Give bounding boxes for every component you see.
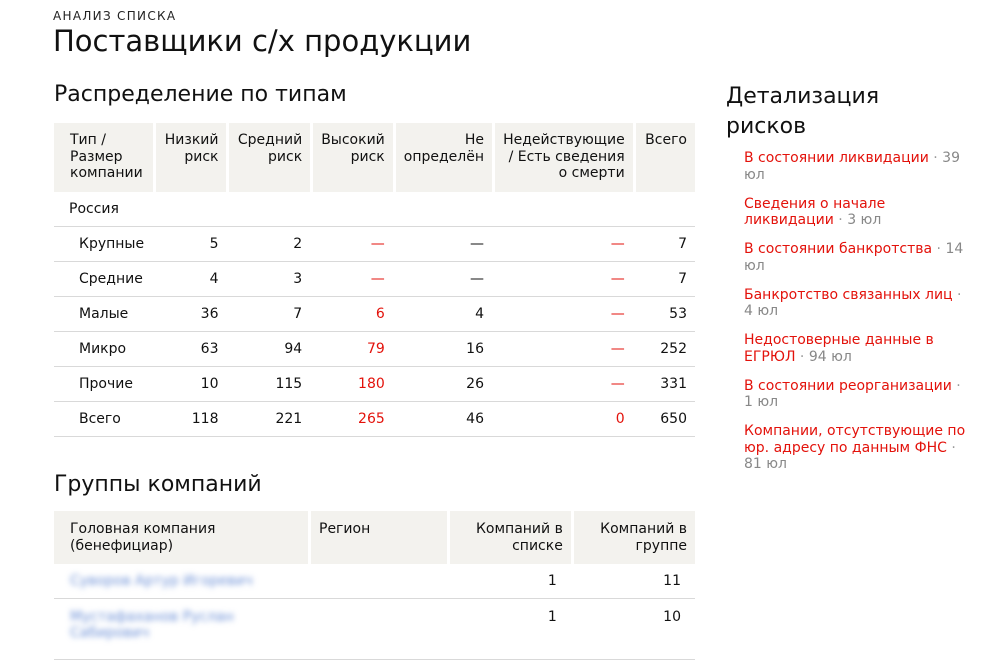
table-row[interactable] bbox=[54, 332, 695, 367]
risk-count: 1 юл bbox=[744, 394, 779, 410]
total-cell[interactable]: 331 bbox=[633, 367, 695, 402]
inactive-cell[interactable]: — bbox=[492, 367, 633, 402]
low-cell[interactable]: 36 bbox=[153, 297, 226, 332]
mid-cell[interactable]: 221 bbox=[226, 402, 310, 437]
risk-count: 14 юл bbox=[744, 241, 964, 274]
undefined-cell[interactable]: — bbox=[393, 227, 492, 262]
row-label: Крупные bbox=[54, 227, 153, 262]
groups-table bbox=[54, 511, 695, 660]
risk-link[interactable]: Сведения о начале ликвидации bbox=[744, 195, 886, 228]
total-cell[interactable]: 7 bbox=[633, 262, 695, 297]
separator: · bbox=[946, 439, 956, 456]
col-in-list-header: Компаний в списке bbox=[447, 511, 571, 564]
inactive-cell[interactable]: 0 bbox=[492, 402, 633, 437]
table-row[interactable] bbox=[54, 297, 695, 332]
table-row bbox=[54, 564, 695, 599]
risk-link[interactable]: Недостоверные данные в ЕГРЮЛ bbox=[744, 332, 934, 365]
in-list-cell: 1 bbox=[447, 564, 571, 599]
high-cell[interactable]: 265 bbox=[310, 402, 393, 437]
table-row[interactable] bbox=[54, 402, 695, 437]
mid-cell[interactable]: 115 bbox=[226, 367, 310, 402]
table-row[interactable] bbox=[54, 367, 695, 402]
mid-cell[interactable]: 3 bbox=[226, 262, 310, 297]
high-cell[interactable]: — bbox=[310, 227, 393, 262]
risk-count: 94 юл bbox=[808, 348, 852, 365]
row-label: Всего bbox=[54, 402, 153, 437]
high-cell[interactable]: 79 bbox=[310, 332, 393, 367]
separator: · bbox=[952, 286, 962, 303]
inactive-cell[interactable]: — bbox=[492, 262, 633, 297]
list-item bbox=[744, 150, 966, 183]
row-label: Средние bbox=[54, 262, 153, 297]
col-high-header: Высокий риск bbox=[310, 123, 393, 192]
head-company-name[interactable]: Мустафаханов Руслан Сабирович bbox=[70, 609, 234, 641]
high-cell[interactable]: 180 bbox=[310, 367, 393, 402]
table-row[interactable] bbox=[54, 227, 695, 262]
in-group-cell: 11 bbox=[571, 564, 695, 599]
undefined-cell[interactable]: 4 bbox=[393, 297, 492, 332]
risk-count: 81 юл bbox=[744, 456, 787, 472]
separator: · bbox=[951, 377, 961, 394]
inactive-cell[interactable]: — bbox=[492, 332, 633, 367]
col-inactive-header: Недействующие / Есть сведения о смерти bbox=[492, 123, 633, 192]
total-cell[interactable]: 650 bbox=[633, 402, 695, 437]
mid-cell[interactable]: 2 bbox=[226, 227, 310, 262]
row-label: Микро bbox=[54, 332, 153, 367]
separator: · bbox=[928, 150, 943, 166]
col-total-header: Всего bbox=[633, 123, 695, 192]
row-label: Малые bbox=[54, 297, 153, 332]
page-title: Поставщики с/х продукции bbox=[53, 24, 472, 58]
undefined-cell[interactable]: 26 bbox=[393, 367, 492, 402]
col-region-header: Регион bbox=[308, 511, 447, 564]
col-head-company-header: Головная компания (бенефициар) bbox=[54, 511, 308, 564]
head-company-name[interactable]: Суворов Артур Игоревич bbox=[70, 573, 253, 589]
table-header-row bbox=[54, 123, 695, 192]
list-item bbox=[744, 196, 966, 229]
col-undefined-header: Не определён bbox=[393, 123, 492, 192]
distribution-table bbox=[54, 123, 695, 437]
high-cell[interactable]: 6 bbox=[310, 297, 393, 332]
groups-title: Группы компаний bbox=[54, 472, 262, 497]
undefined-cell[interactable]: 16 bbox=[393, 332, 492, 367]
risk-count: 39 юл bbox=[744, 150, 960, 183]
total-cell[interactable]: 252 bbox=[633, 332, 695, 367]
separator: · bbox=[932, 241, 946, 257]
main-content bbox=[54, 82, 696, 641]
list-item bbox=[744, 332, 966, 365]
col-low-header: Низкий риск bbox=[153, 123, 226, 192]
head-company-link[interactable] bbox=[54, 564, 308, 599]
col-in-group-header: Компаний в группе bbox=[571, 511, 695, 564]
inactive-cell[interactable]: — bbox=[492, 227, 633, 262]
high-cell[interactable]: — bbox=[310, 262, 393, 297]
low-cell[interactable]: 5 bbox=[153, 227, 226, 262]
list-item bbox=[744, 378, 966, 411]
mid-cell[interactable]: 7 bbox=[226, 297, 310, 332]
region-cell bbox=[308, 564, 447, 599]
page-kicker: АНАЛИЗ СПИСКА bbox=[53, 9, 177, 23]
col-mid-header: Средний риск bbox=[226, 123, 310, 192]
mid-cell[interactable]: 94 bbox=[226, 332, 310, 367]
separator: · bbox=[795, 348, 809, 365]
col-type-header: Тип / Размер компании bbox=[54, 123, 153, 192]
low-cell[interactable]: 118 bbox=[153, 402, 226, 437]
risk-details-panel bbox=[726, 82, 966, 485]
risk-link[interactable]: В состоянии ликвидации bbox=[744, 150, 929, 166]
low-cell[interactable]: 63 bbox=[153, 332, 226, 367]
total-cell[interactable]: 53 bbox=[633, 297, 695, 332]
in-list-cell: 1 bbox=[447, 599, 571, 660]
risk-list bbox=[726, 150, 966, 473]
in-group-cell: 10 bbox=[571, 599, 695, 660]
list-item bbox=[744, 241, 966, 274]
total-cell[interactable]: 7 bbox=[633, 227, 695, 262]
group-label: Россия bbox=[54, 192, 695, 227]
risk-link[interactable]: В состоянии реорганизации bbox=[744, 377, 952, 394]
row-label: Прочие bbox=[54, 367, 153, 402]
risk-link[interactable]: Банкротство связанных лиц bbox=[744, 286, 953, 303]
risk-count: 3 юл bbox=[847, 212, 882, 228]
list-item bbox=[744, 287, 966, 320]
risk-count: 4 юл bbox=[744, 303, 779, 319]
low-cell[interactable]: 10 bbox=[153, 367, 226, 402]
table-row[interactable] bbox=[54, 262, 695, 297]
table-header-row bbox=[54, 511, 695, 564]
risk-details-title: Детализация рисков bbox=[726, 84, 880, 139]
separator: · bbox=[833, 212, 848, 228]
list-item bbox=[744, 423, 966, 473]
inactive-cell[interactable]: — bbox=[492, 297, 633, 332]
distribution-title: Распределение по типам bbox=[54, 82, 347, 107]
undefined-cell[interactable]: 46 bbox=[393, 402, 492, 437]
risk-link[interactable]: Компании, отсутствующие по юр. адресу по данным ФНС bbox=[744, 423, 966, 456]
undefined-cell[interactable]: — bbox=[393, 262, 492, 297]
low-cell[interactable]: 4 bbox=[153, 262, 226, 297]
risk-link[interactable]: В состоянии банкротства bbox=[744, 241, 933, 257]
group-row bbox=[54, 192, 695, 227]
